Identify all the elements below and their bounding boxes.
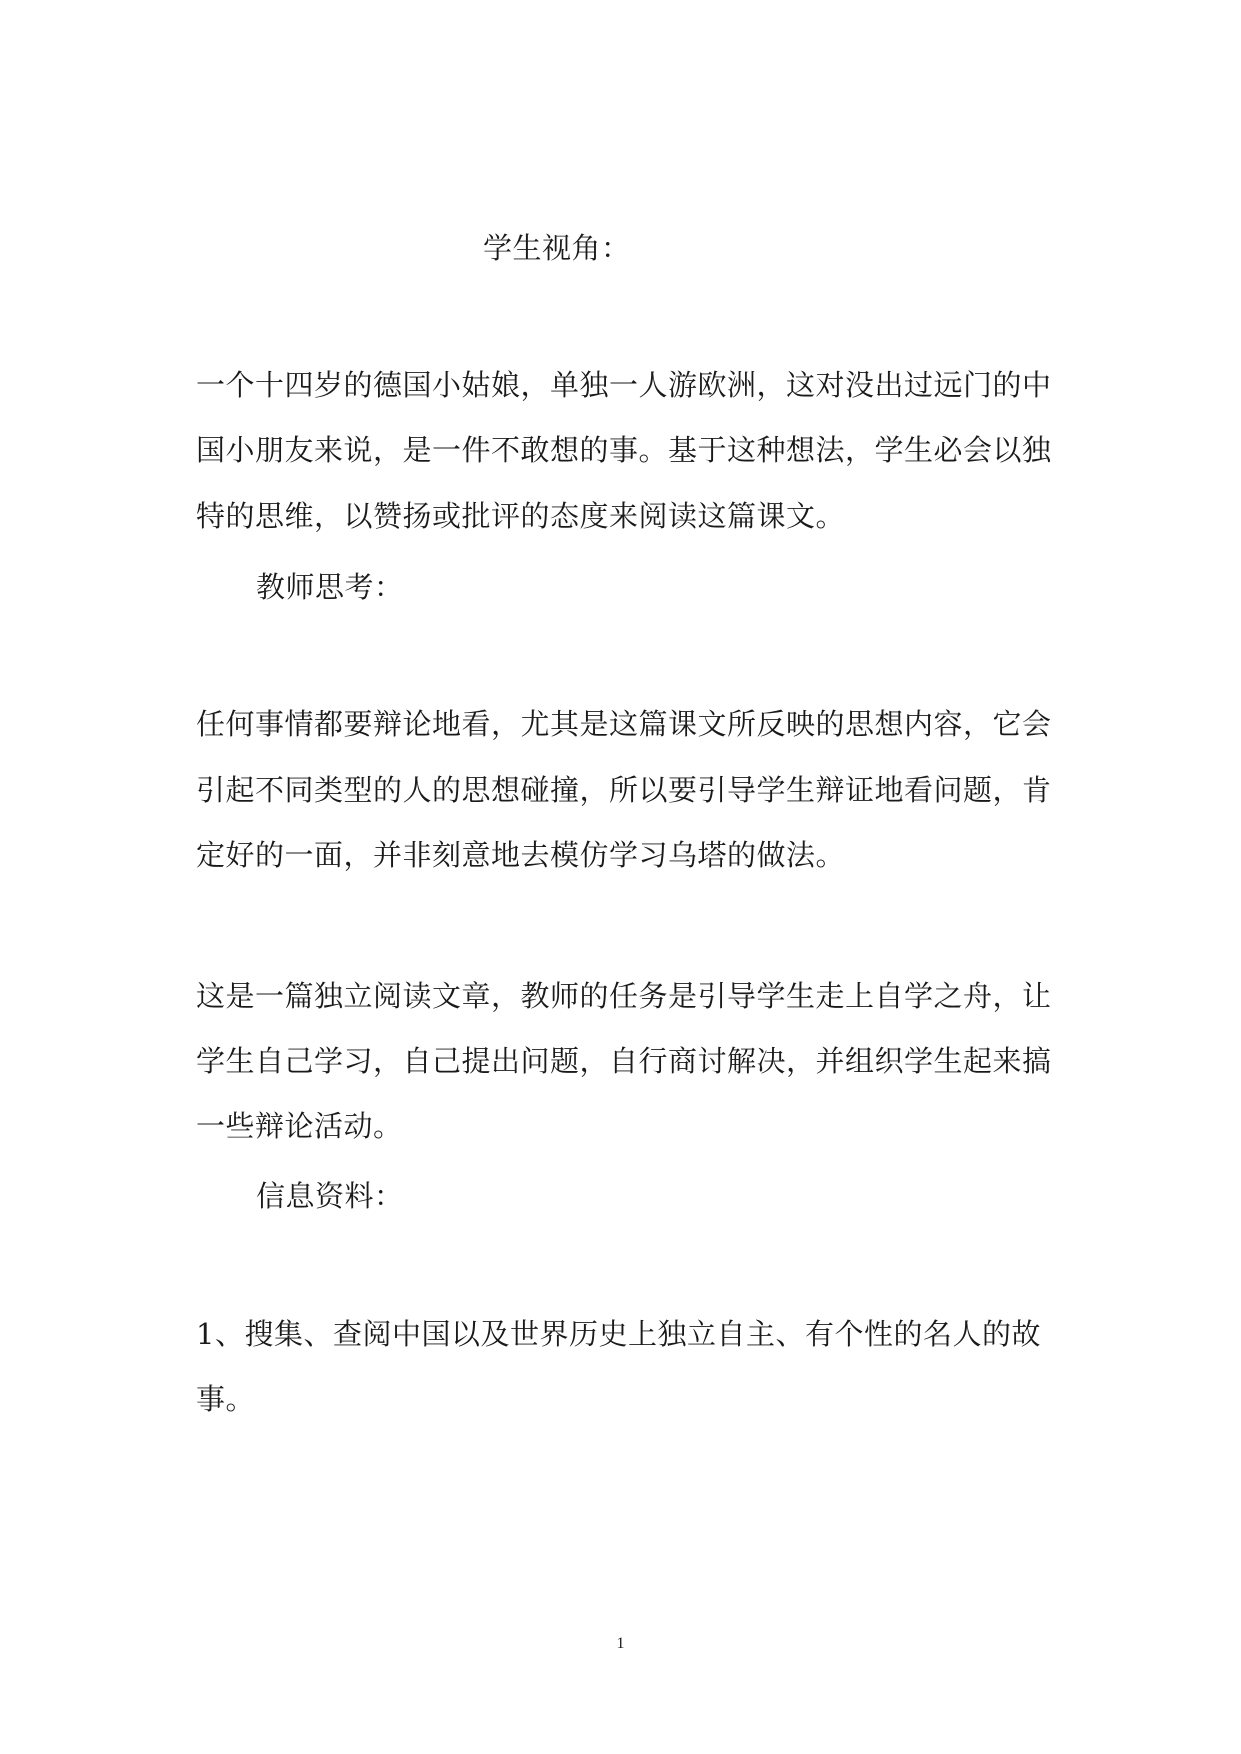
heading-information-materials: 信息资料：	[256, 1179, 404, 1213]
heading-teacher-thinking: 教师思考：	[256, 570, 404, 604]
paragraph-line: 这是一篇独立阅读文章，教师的任务是引导学生走上自学之舟，让	[196, 979, 1052, 1013]
paragraph-line: 特的思维，以赞扬或批评的态度来阅读这篇课文。	[196, 499, 846, 533]
paragraph-line: 国小朋友来说，是一件不敢想的事。基于这种想法，学生必会以独	[196, 433, 1052, 467]
list-item-line: 1、搜集、查阅中国以及世界历史上独立自主、有个性的名人的故	[196, 1317, 1041, 1351]
paragraph-line: 定好的一面，并非刻意地去模仿学习乌塔的做法。	[196, 838, 846, 872]
list-item-line: 事。	[196, 1382, 256, 1416]
paragraph-line: 学生自己学习，自己提出问题，自行商讨解决，并组织学生起来搞	[196, 1044, 1052, 1078]
paragraph-line: 任何事情都要辩论地看，尤其是这篇课文所反映的思想内容，它会	[196, 707, 1052, 741]
paragraph-line: 一些辩论活动。	[196, 1109, 403, 1143]
paragraph-line: 一个十四岁的德国小姑娘，单独一人游欧洲，这对没出过远门的中	[196, 368, 1052, 402]
page-number: 1	[616, 1635, 625, 1652]
paragraph-line: 引起不同类型的人的思想碰撞，所以要引导学生辩证地看问题，肯	[196, 773, 1052, 807]
heading-student-perspective: 学生视角：	[483, 231, 631, 265]
